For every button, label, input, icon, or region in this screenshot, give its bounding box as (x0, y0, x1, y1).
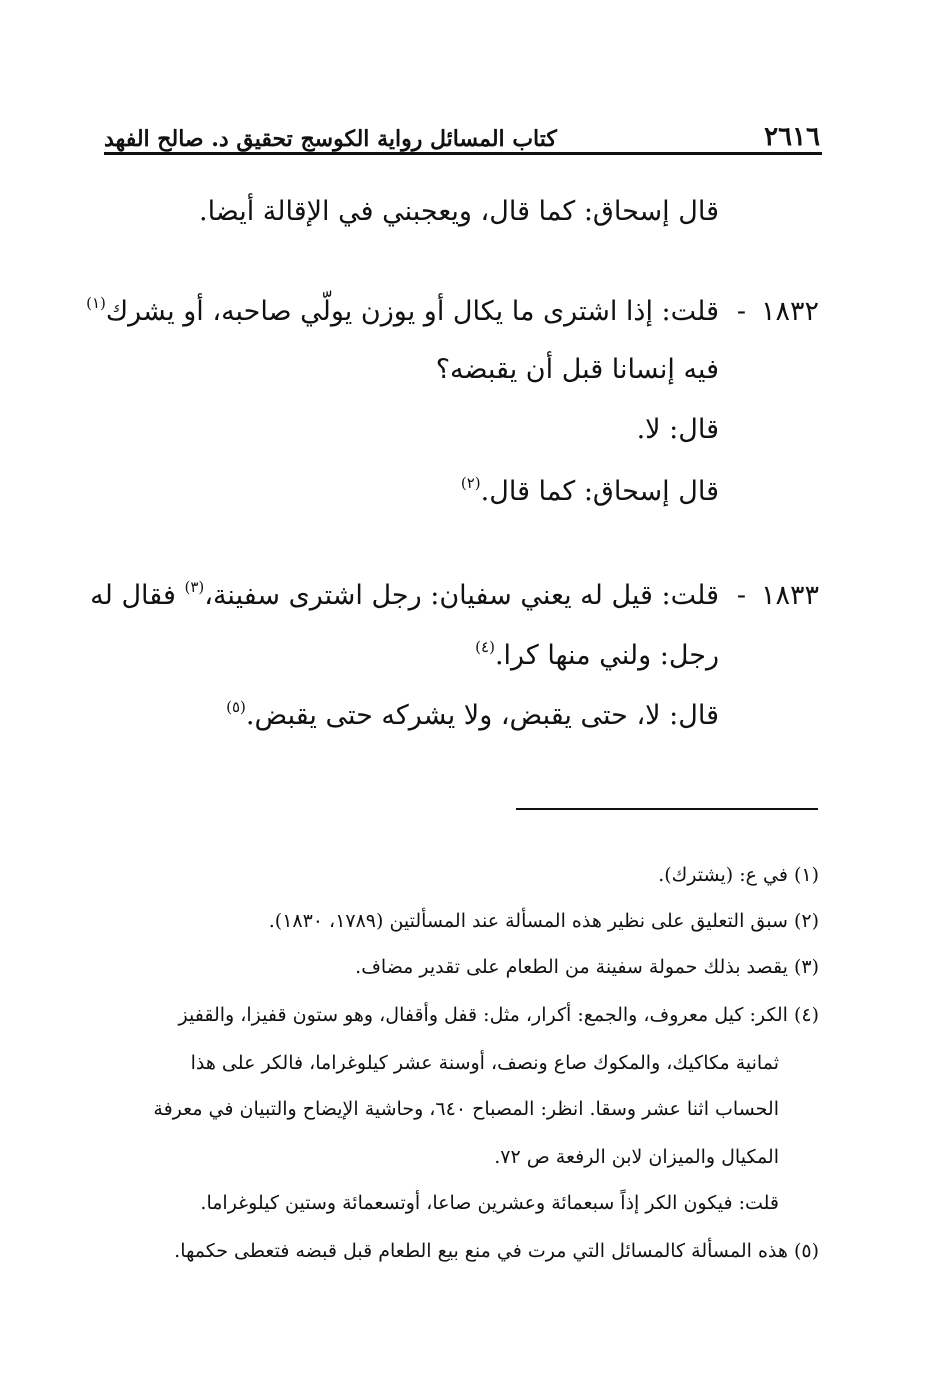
footnote-4-line-2: ثمانية مكاكيك، والمكوك صاع ونصف، أوسنة عشر كيلوغراما، فالكر على هذا (190, 1052, 779, 1074)
footnote-rule (516, 808, 818, 810)
footnote-marker: (٤) (475, 638, 495, 656)
footnote-4-line-5: قلت: فيكون الكر إذاً سبعمائة وعشرين صاعا، أوتسعمائة وستين كيلوغراما. (200, 1192, 779, 1214)
question-dash: - (736, 580, 746, 611)
page-header (104, 110, 820, 150)
question-number: ١٨٣٣ (760, 580, 819, 611)
header-rule (104, 152, 822, 155)
footnote-marker: (٣) (184, 578, 205, 596)
question-text-end: فقال له (90, 580, 176, 611)
footnote-4-line-4: المكيال والميزان لابن الرفعة ص ٧٢. (494, 1146, 779, 1168)
footnote-2: (٢) سبق التعليق على نظير هذه المسألة عند المسألتين (١٧٨٩، ١٨٣٠). (268, 910, 819, 932)
footnote-1: (١) في ع: (يشترك). (658, 864, 819, 886)
question-text: قلت: قيل له يعني سفيان: رجل اشترى سفينة، (204, 580, 719, 611)
answer-line: قال: لا. (636, 414, 719, 445)
answer-text: قال: لا، حتى يقبض، ولا يشركه حتى يقبض. (245, 700, 719, 731)
page-number: ٢٦١٦ (764, 122, 820, 152)
question-text: رجل: ولني منها كرا. (494, 640, 719, 671)
ishaq-text: قال إسحاق: كما قال. (480, 476, 719, 507)
question-text: قلت: إذا اشترى ما يكال أو يوزن يولّي صاحبه، أو يشرك (105, 296, 719, 327)
footnote-3: (٣) يقصد بذلك حمولة سفينة من الطعام على تقدير مضاف. (355, 956, 819, 978)
question-line-1 (90, 580, 719, 611)
answer-line (226, 700, 719, 731)
running-title: كتاب المسائل رواية الكوسج تحقيق د. صالح الفهد (104, 126, 557, 152)
footnote-marker: (٥) (226, 698, 246, 716)
question-number: ١٨٣٢ (760, 296, 819, 327)
question-dash: - (736, 296, 746, 327)
footnote-5: (٥) هذه المسألة كالمسائل التي مرت في منع بيع الطعام قبل قبضه فتعطى حكمها. (174, 1240, 819, 1262)
intro-line: قال إسحاق: كما قال، ويعجبني في الإقالة أيضا. (198, 196, 719, 227)
ishaq-line (461, 476, 719, 507)
footnote-4-line-3: الحساب اثنا عشر وسقا. انظر: المصباح ٦٤٠، وحاشية الإيضاح والتبيان في معرفة (153, 1098, 779, 1120)
footnote-4-line-1: (٤) الكر: كيل معروف، والجمع: أكرار، مثل: قفل وأقفال، وهو ستون قفيزا، والقفيز (178, 1004, 819, 1026)
footnote-marker: (١) (86, 294, 106, 312)
footnote-marker: (٢) (460, 474, 481, 492)
question-line-2: فيه إنسانا قبل أن يقبضه؟ (435, 354, 719, 385)
question-line-2 (475, 640, 719, 671)
question-line-1 (86, 296, 719, 327)
